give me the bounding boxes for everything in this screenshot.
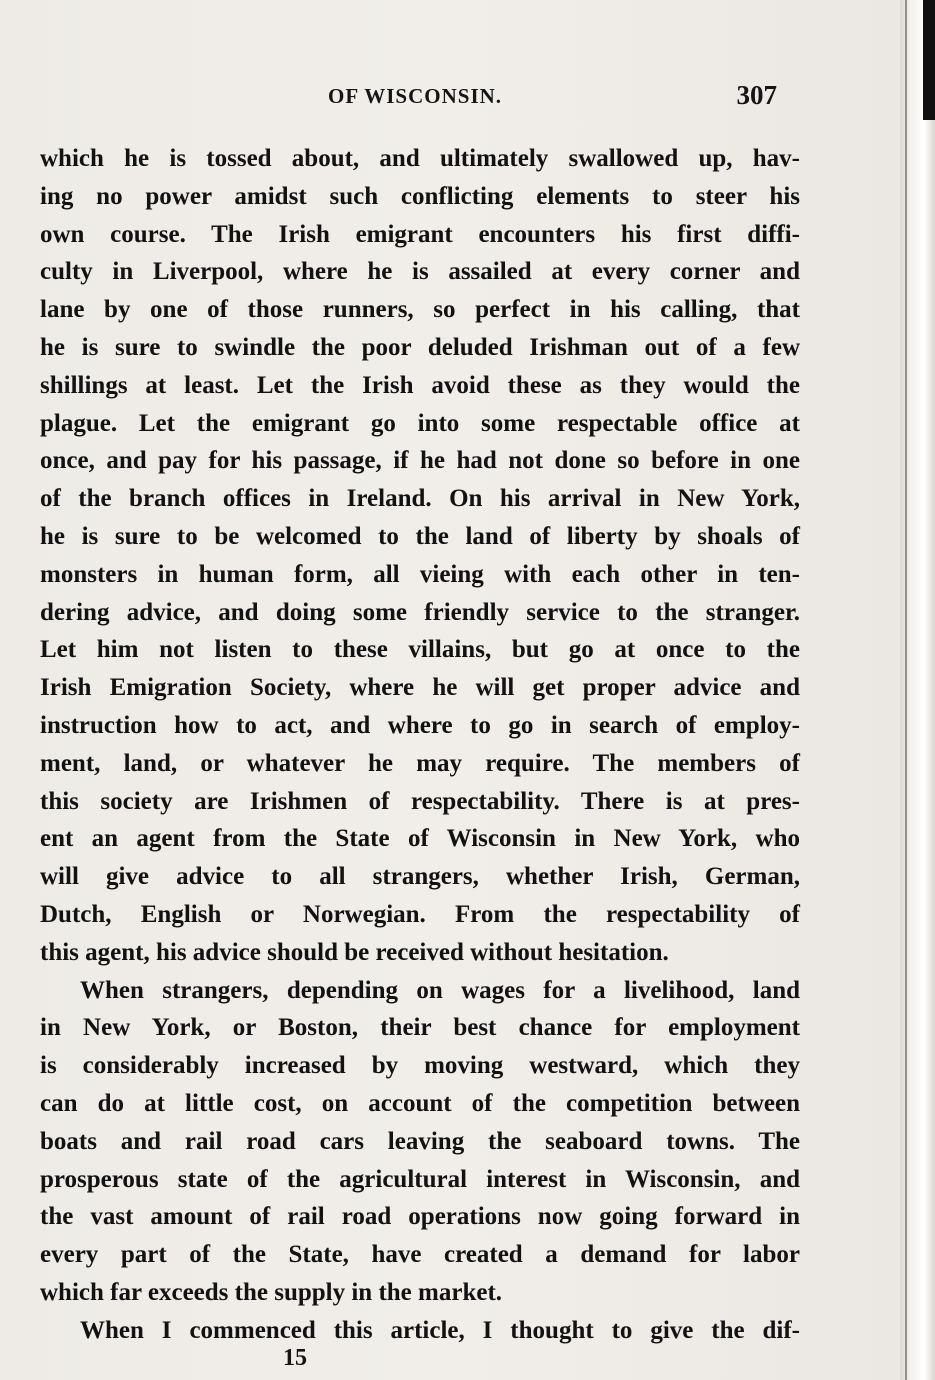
text-line: own course. The Irish emigrant encounters his first diffi- xyxy=(40,220,800,248)
text-line: ment, land, or whatever he may require. The members of xyxy=(40,749,800,777)
text-line: When strangers, depending on wages for a livelihood, land xyxy=(80,976,800,1004)
text-line: in New York, or Boston, their best chance for employment xyxy=(40,1014,800,1042)
page-number: 307 xyxy=(736,80,777,110)
text-line: will give advice to all strangers, whether Irish, German, xyxy=(40,863,800,891)
text-line: boats and rail road cars leaving the seaboard towns. The xyxy=(40,1127,800,1155)
text-line: plague. Let the emigrant go into some respectable office at xyxy=(40,409,800,437)
text-line: monsters in human form, all vieing with each other in ten- xyxy=(40,560,800,588)
text-line: When I commenced this article, I thought to give the dif- xyxy=(80,1316,800,1344)
text-line: instruction how to act, and where to go in search of employ- xyxy=(40,711,800,739)
text-line: is considerably increased by moving westward, which they xyxy=(40,1052,800,1080)
text-line: Let him not listen to these villains, but go at once to the xyxy=(40,636,800,664)
text-line: every part of the State, have created a demand for labor xyxy=(40,1241,800,1269)
scan-corner-mark xyxy=(923,0,935,120)
text-line: ent an agent from the State of Wisconsin in New York, who xyxy=(40,825,800,853)
text-line: the vast amount of rail road operations now going forward in xyxy=(40,1203,800,1231)
text-line: of the branch offices in Ireland. On his arrival in New York, xyxy=(40,485,800,513)
text-line: Irish Emigration Society, where he will get proper advice and xyxy=(40,674,800,702)
body-text xyxy=(40,140,800,1350)
text-line: shillings at least. Let the Irish avoid these as they would the xyxy=(40,371,800,399)
text-line: which far exceeds the supply in the market. xyxy=(40,1278,503,1306)
page-header xyxy=(40,80,785,120)
text-line: once, and pay for his passage, if he had not done so before in one xyxy=(40,447,800,475)
text-line: this agent, his advice should be received without hesitation. xyxy=(40,938,669,966)
text-line: prosperous state of the agricultural interest in Wisconsin, and xyxy=(40,1165,800,1193)
text-line: can do at little cost, on account of the competition between xyxy=(40,1089,800,1117)
binding-edge xyxy=(905,0,907,1380)
text-line: he is sure to swindle the poor deluded Irishman out of a few xyxy=(40,333,800,361)
text-line: this society are Irishmen of respectability. There is at pres- xyxy=(40,787,800,815)
text-line: he is sure to be welcomed to the land of liberty by shoals of xyxy=(40,522,800,550)
text-line: which he is tossed about, and ultimately swallowed up, hav- xyxy=(40,145,800,172)
text-line: Dutch, English or Norwegian. From the respectability of xyxy=(40,900,800,928)
text-line: ing no power amidst such conflicting elements to steer his xyxy=(40,182,800,210)
text-line: lane by one of those runners, so perfect in his calling, that xyxy=(40,296,800,324)
signature-mark: 15 xyxy=(283,1345,307,1371)
running-head: OF WISCONSIN. xyxy=(328,84,503,108)
text-line: culty in Liverpool, where he is assailed at every corner and xyxy=(40,258,800,286)
text-line: dering advice, and doing some friendly service to the stranger. xyxy=(40,598,800,626)
